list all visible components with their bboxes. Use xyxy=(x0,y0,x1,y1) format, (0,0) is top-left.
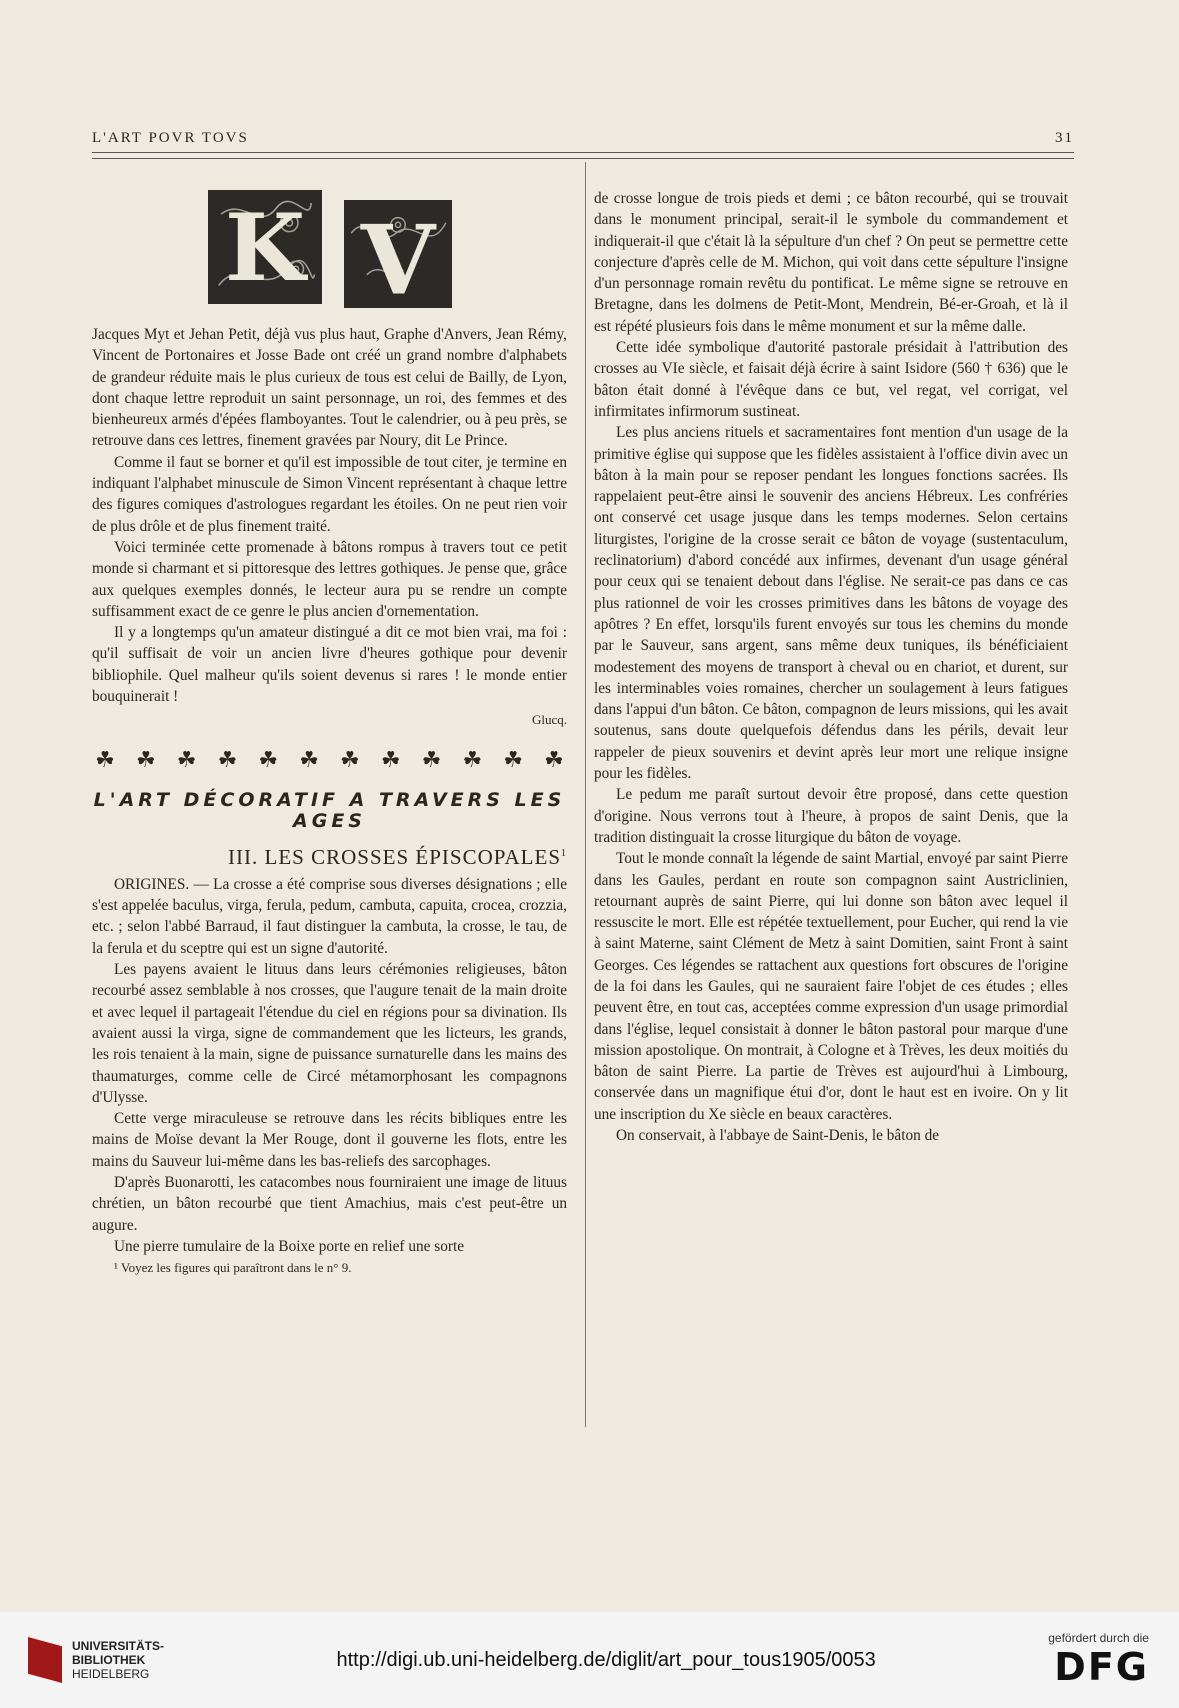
clover-icon: ☘ xyxy=(340,746,360,772)
section-title: L'ART DÉCORATIF A TRAVERS LES AGES xyxy=(93,788,566,833)
paragraph: Cette idée symbolique d'autorité pastorale présidait à l'attribution des crosses au VIe siècle, et faisait déjà écrire à saint Isidore (560 † 636) que le bâton était donné à l'évêque dans ce but, vel regat, vel corrigat, vel infirmitates infirmorum sustineat. xyxy=(594,339,1068,420)
digitization-footer xyxy=(0,1612,1179,1708)
paragraph: Il y a longtemps qu'un amateur distingué a dit ce mot bien vrai, ma foi : qu'il suffisait de voir un ancien livre d'heures gothique pour devenir bibliophile. Quel malheur qu'ils soient devenus si rares ! le monde entier bouquinerait ! xyxy=(92,624,567,706)
paragraph: Les payens avaient le lituus dans leurs cérémonies religieuses, bâton recourbé assez semblable à nos crosses, que l'augure tenait de la main droite et avec lequel il partageait l'étendue du ciel en régions pour sa divination. Ils avaient aussi la virga, signe de commandement que les licteurs, les grands, les rois tenaient à la main, signe de puissance surnaturelle dans les mains des thaumaturges, comme celle de Circé métamorphosant les compagnons d'Ulysse. xyxy=(92,961,567,1106)
dfg-logo[interactable] xyxy=(1048,1631,1149,1689)
clover-icon: ☘ xyxy=(462,746,483,772)
clover-icon: ☘ xyxy=(503,746,523,772)
running-head xyxy=(92,130,1074,147)
clover-icon: ☘ xyxy=(258,746,279,772)
page-number: 31 xyxy=(1055,130,1074,146)
initial-k-letter: K xyxy=(224,193,305,302)
paragraph: Comme il faut se borner et qu'il est impossible de tout citer, je termine en indiquant l'alphabet minuscule de Simon Vincent représentant à chaque lettre des figures comiques d'astrologues regardant les étoiles. On ne peut rien voir de plus drôle et de plus finement traité. xyxy=(92,453,567,535)
header-rule xyxy=(92,152,1074,153)
library-logo-icon xyxy=(28,1637,62,1683)
footnote: ¹ Voyez les figures qui paraîtront dans le n° 9. xyxy=(114,1260,352,1276)
paragraph: Tout le monde connaît la légende de saint Martial, envoyé par saint Pierre dans les Gaules, perdant en route son compagnon saint Austriclinien, retournant auprès de saint Pierre, qui lui donne son bâton avec lequel il ressuscite le mort. Elle est répétée textuellement, pour Eucher, qui rend la vie à saint Materne, saint Clément de Metz à saint Domitien, saint Front à saint Georges. Ces légendes se rattachent aux questions fort obscures de l'origine de la foi dans les Gaules, qui ne sauraient faire l'objet de ces études ; elles peuvent être, en tout cas, acceptées comme expression d'un usage primordial dans l'église, lequel consistait à donner le bâton pastoral pour marque d'une mission apostolique. On montrait, à Cologne et à Trèves, les deux moitiés du bâton de saint Pierre. La partie de Trèves est aujourd'hui à Limbourg, conservée dans un magnifique étui d'or, dont le haut est en ivoire. On y lit une inscription du Xe siècle en beaux caractères. xyxy=(594,850,1068,1123)
sponsor-name: DFG xyxy=(1054,1645,1149,1689)
paragraph: ORIGINES. — La crosse a été comprise sous diverses désignations ; elle s'est appelée baculus, virga, ferula, pedum, cambuta, capuita, crocea, crozzia, etc. ; selon l'abbé Barraud, il faut distinguer la cambuta, la crosse, le tau, de la ferula et du sceptre qui est un signe d'autorité. xyxy=(92,875,567,957)
header-rule-2 xyxy=(92,158,1074,159)
paragraph: D'après Buonarotti, les catacombes nous fourniraient une image de lituus chrétien, un bâton recourbé que tient Amachius, mais c'est peut-être un augure. xyxy=(92,1173,567,1234)
footnote-mark: 1 xyxy=(561,847,567,859)
clover-icon: ☘ xyxy=(217,746,238,772)
paragraph: Cette verge miraculeuse se retrouve dans les récits bibliques entre les mains de Moïse devant la Mer Rouge, dont il gouverne les flots, entre les mains du Sauveur lui-même dans les bas-reliefs des sarcophages. xyxy=(92,1110,567,1170)
clover-icon: ☘ xyxy=(299,746,319,772)
column-divider xyxy=(585,162,586,1427)
library-name-line: BIBLIOTHEK xyxy=(72,1653,146,1667)
clover-icon: ☘ xyxy=(176,746,197,772)
clover-icon: ☘ xyxy=(544,746,564,772)
clover-icon: ☘ xyxy=(95,746,115,772)
paragraph: Voici terminée cette promenade à bâtons rompus à travers tout ce petit monde si charmant et si pittoresque des lettres gothiques. Je pense que, grâce aux quelques exemples donnés, le lecteur aura pu se rendre un compte suffisamment exact de ce genre le plus ancien d'ornementation. xyxy=(92,538,567,620)
clover-icon: ☘ xyxy=(135,746,156,772)
paragraph: Le pedum me paraît surtout devoir être proposé, dans cette question d'origine. Nous verrons tout à l'heure, à propos de saint Denis, que la tradition distinguait la crosse liturgique du bâton de voyage. xyxy=(594,786,1068,846)
initial-v-letter: V xyxy=(360,203,435,306)
signature: Glucq. xyxy=(531,712,567,728)
clover-ornament-row xyxy=(92,746,567,772)
source-url-link[interactable]: http://digi.ub.uni-heidelberg.de/diglit/art_pour_tous1905/0053 xyxy=(336,1648,876,1671)
clover-icon: ☘ xyxy=(421,746,442,772)
left-column xyxy=(92,190,567,1278)
decorated-initial-k xyxy=(208,190,322,304)
library-name-line: UNIVERSITÄTS- xyxy=(72,1639,165,1653)
library-name xyxy=(72,1639,164,1681)
university-library-logo[interactable] xyxy=(28,1637,164,1683)
decorated-initial-v xyxy=(344,200,452,308)
paragraph: de crosse longue de trois pieds et demi ; ce bâton recourbé, qui se trouvait dans le monument principal, serait-il le symbole du commandement et indiquerait-il que c'était là la sépulture d'un chef ? On peut se permettre cette conjecture d'après celle de M. Michon, qui voit dans cette sépulture l'insigne d'un personnage romain revêtu du pontificat. Le même signe se retrouve en Bretagne, dans les dolmens de Petit-Mont, Mendrein, Bé-er-Groah, et là il est répété plusieurs fois dans le même monument et sur la même dalle. xyxy=(594,190,1068,335)
right-column xyxy=(594,188,1068,1146)
paragraph: Les plus anciens rituels et sacramentaires font mention d'un usage de la primitive église qui suppose que les fidèles assistaient à l'office divin avec un bâton à la main pour se reposer pendant les longues fonctions sacrées. Ils rappelaient peut-être ainsi le souvenir des anciens Hébreux. Les confréries ont conservé cet usage jusque dans les temps modernes. Selon certains liturgistes, l'origine de la crosse serait ce bâton de voyage (sustentaculum, reclinatorium) d'abord concédé aux infirmes, devenant d'un usage général pour ceux qui se tenaient debout dans l'église. Ne serait-ce pas dans ce cas plus rationnel de voir les crosses primitives dans les bâtons de voyage des apôtres ? En effet, lorsqu'ils furent envoyés sur tous les chemins du monde par le Sauveur, sans argent, sans même deux tuniques, ils bénéficiaient modestement des moyens de transport à cheval ou en chariot, et durent, sur les interminables voies romaines, chercher un soulagement à leurs fatigues dans l'appui d'un bâton. Ce bâton, compagnon de leurs missions, qui les avait soutenus, sans doute quelquefois défendus dans les périls, devait leur rappeler de pieux souvenirs et devint après leur mort une relique insigne pour les fidèles. xyxy=(594,424,1068,783)
section-subtitle-text: III. LES CROSSES ÉPISCOPALES xyxy=(228,844,561,869)
paragraph: Une pierre tumulaire de la Boixe porte en relief une sorte xyxy=(114,1237,464,1255)
paragraph: Jacques Myt et Jehan Petit, déjà vus plus haut, Graphe d'Anvers, Jean Rémy, Vincent de Portonaires et Josse Bade ont créé un grand nombre d'alphabets de grandeur réduite mais le plus curieux de tous est celui de Bailly, de Lyon, dont chaque lettre reproduit un saint personnage, un roi, des femmes et des bienheureux armés d'épées flamboyantes. Tout le calendrier, ou à peu près, se retrouve dans ces lettres, finement gravées par Noury, dit Le Prince. xyxy=(92,326,567,450)
section-subtitle xyxy=(92,843,567,868)
clover-icon: ☘ xyxy=(380,746,401,772)
sponsor-caption: gefördert durch die xyxy=(1048,1631,1149,1645)
library-name-line: HEIDELBERG xyxy=(72,1667,150,1681)
decorated-initials xyxy=(92,190,567,310)
journal-title: L'ART POVR TOVS xyxy=(92,130,249,146)
paragraph: On conservait, à l'abbaye de Saint-Denis, le bâton de xyxy=(616,1127,940,1145)
